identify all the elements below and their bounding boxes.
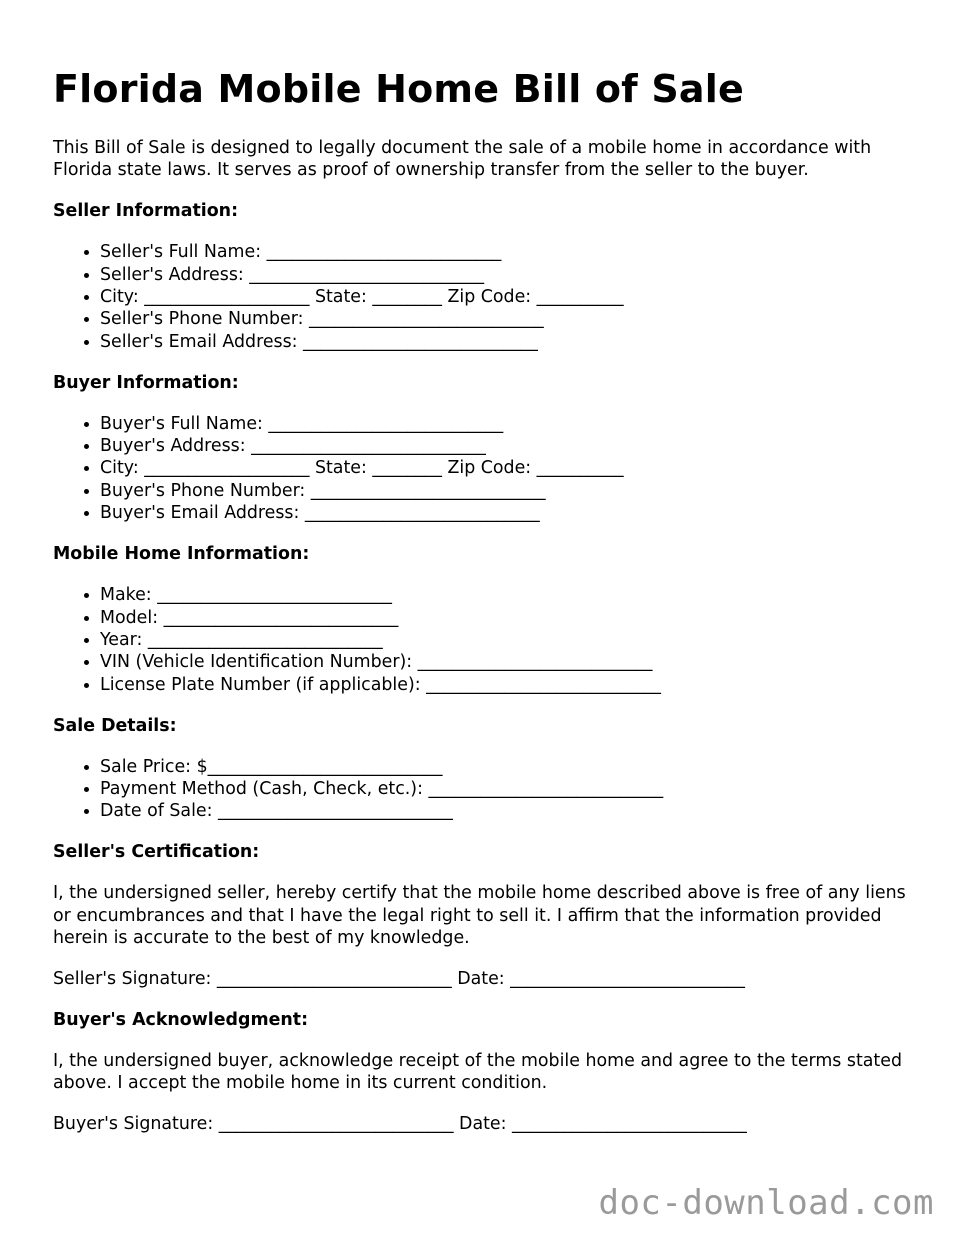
document-page bbox=[53, 62, 913, 1154]
buyer-info-heading: Buyer Information: bbox=[53, 372, 239, 393]
model-field: • Model: ___________________________ bbox=[100, 607, 913, 629]
seller-city-state-zip-field: • City: ___________________ State: ________ Zip Code: __________ bbox=[100, 286, 913, 308]
seller-info-list bbox=[53, 241, 913, 353]
buyer-acknowledgment-heading: Buyer's Acknowledgment: bbox=[53, 1009, 309, 1030]
sale-price-field: • Sale Price: $___________________________ bbox=[100, 756, 913, 778]
buyer-acknowledgment-text: I, the undersigned buyer, acknowledge receipt of the mobile home and agree to the terms stated above. I accept the mobile home in its current condition. bbox=[53, 1050, 902, 1094]
buyer-email-field: • Buyer's Email Address: ___________________________ bbox=[100, 502, 913, 524]
year-field: • Year: ___________________________ bbox=[100, 629, 913, 651]
buyer-info-list bbox=[53, 413, 913, 525]
seller-signature-line: Seller's Signature: ___________________________ Date: ___________________________ bbox=[53, 968, 745, 989]
buyer-full-name-field: • Buyer's Full Name: ___________________________ bbox=[100, 413, 913, 435]
seller-address-field: • Seller's Address: ___________________________ bbox=[100, 264, 913, 286]
sale-details-heading: Sale Details: bbox=[53, 715, 177, 736]
seller-info-heading: Seller Information: bbox=[53, 201, 239, 222]
seller-phone-field: • Seller's Phone Number: ___________________________ bbox=[100, 308, 913, 330]
buyer-city-state-zip-field: • City: ___________________ State: ________ Zip Code: __________ bbox=[100, 457, 913, 479]
buyer-signature-line: Buyer's Signature: ___________________________ Date: ___________________________ bbox=[53, 1114, 747, 1134]
date-of-sale-field: • Date of Sale: ___________________________ bbox=[100, 800, 913, 822]
buyer-address-field: • Buyer's Address: ___________________________ bbox=[100, 435, 913, 457]
mobile-home-info-heading: Mobile Home Information: bbox=[53, 544, 310, 565]
sale-details-list bbox=[53, 756, 913, 823]
watermark: doc-download.com bbox=[598, 1183, 934, 1223]
seller-email-field: • Seller's Email Address: ___________________________ bbox=[100, 331, 913, 353]
seller-full-name-field: • Seller's Full Name: ___________________________ bbox=[100, 241, 913, 263]
seller-certification-text: I, the undersigned seller, hereby certify that the mobile home described above is free of any liens or encumbrances and that I have the legal right to sell it. I affirm that the information provided herein is accurate to the best of my knowledge. bbox=[53, 883, 906, 948]
mobile-home-info-list bbox=[53, 584, 913, 696]
intro-paragraph: This Bill of Sale is designed to legally document the sale of a mobile home in accordance with Florida state laws. It serves as proof of ownership transfer from the seller to the buyer. bbox=[53, 138, 872, 181]
seller-certification-heading: Seller's Certification: bbox=[53, 842, 260, 863]
license-plate-field: • License Plate Number (if applicable): ___________________________ bbox=[100, 674, 913, 696]
buyer-phone-field: • Buyer's Phone Number: ___________________________ bbox=[100, 480, 913, 502]
make-field: • Make: ___________________________ bbox=[100, 584, 913, 606]
vin-field: • VIN (Vehicle Identification Number): ___________________________ bbox=[100, 651, 913, 673]
payment-method-field: • Payment Method (Cash, Check, etc.): ___________________________ bbox=[100, 778, 913, 800]
document-title: Florida Mobile Home Bill of Sale bbox=[53, 67, 744, 111]
